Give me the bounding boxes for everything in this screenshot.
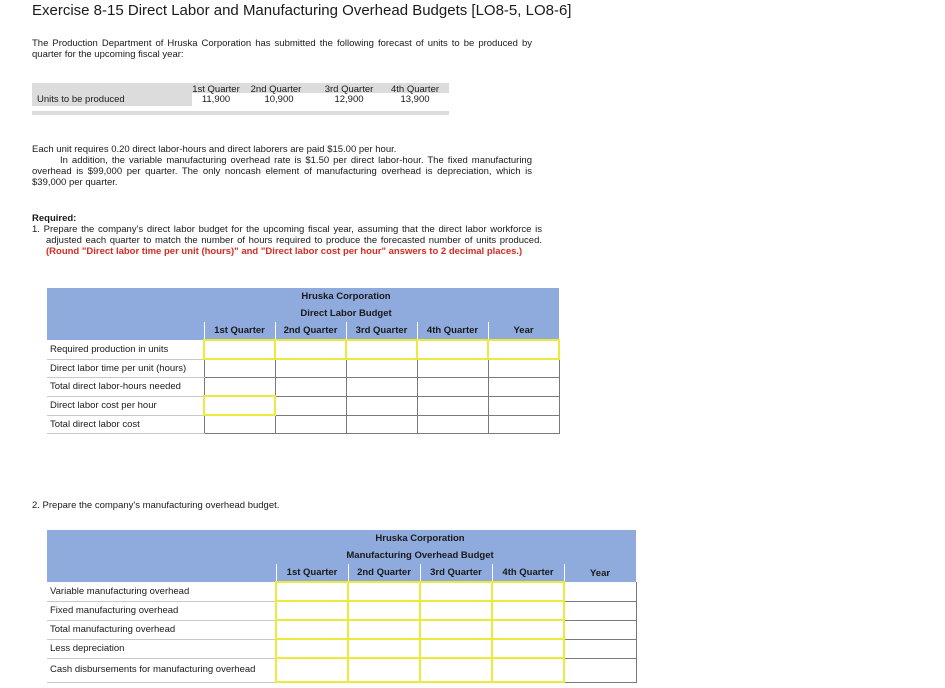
input-cell[interactable] [564,620,636,639]
forecast-quarter-header: 4th Quarter [390,84,440,95]
input-cell[interactable] [492,658,564,682]
row-label: Less depreciation [47,639,276,658]
input-cell[interactable] [492,582,564,601]
table-row [47,582,636,601]
col-header-q1: 1st Quarter [204,322,275,340]
forecast-value: 13,900 [400,94,430,105]
input-cell[interactable] [348,639,420,658]
table-row [47,620,636,639]
row-label: Total direct labor-hours needed [47,378,204,397]
col-header-year: Year [564,564,636,582]
input-cell[interactable] [492,639,564,658]
required-heading: Required: [32,213,77,224]
input-cell[interactable] [276,658,348,682]
input-cell[interactable] [204,359,275,378]
input-cell[interactable] [417,415,488,434]
input-cell[interactable] [275,359,346,378]
input-cell[interactable] [420,601,492,620]
input-cell[interactable] [420,582,492,601]
col-header-q3: 3rd Quarter [420,564,492,582]
row-label: Total direct labor cost [47,415,204,434]
table-row [47,415,559,434]
input-cell[interactable] [204,415,275,434]
input-cell[interactable] [417,340,488,359]
table-row [47,396,559,415]
overhead-budget-name: Manufacturing Overhead Budget [276,547,564,564]
table-row [47,340,559,359]
col-header-year: Year [488,322,559,340]
forecast-quarter-header: 3rd Quarter [324,84,374,95]
input-cell[interactable] [346,378,417,397]
table-row [47,378,559,397]
input-cell[interactable] [492,601,564,620]
forecast-value: 11,900 [201,94,231,105]
input-cell[interactable] [420,639,492,658]
input-cell[interactable] [348,582,420,601]
required-item-1 [32,224,542,257]
forecast-row-label: Units to be produced [37,94,125,105]
row-label: Fixed manufacturing overhead [47,601,276,620]
info-line-1: Each unit requires 0.20 direct labor-hours and direct laborers are paid $15.00 per hour. [32,144,397,155]
rounding-note: (Round "Direct labor time per unit (hours)" and "Direct labor cost per hour" answers to 2 decimal places.) [46,246,523,257]
input-cell[interactable] [276,620,348,639]
input-cell[interactable] [346,415,417,434]
input-cell[interactable] [420,658,492,682]
input-cell[interactable] [276,639,348,658]
labor-budget-company: Hruska Corporation [204,288,488,305]
input-cell[interactable] [564,658,636,682]
input-cell[interactable] [417,378,488,397]
input-cell[interactable] [417,396,488,415]
forecast-value: 10,900 [264,94,294,105]
input-cell[interactable] [348,620,420,639]
required-item-1-text: 1. Prepare the company's direct labor budget for the upcoming fiscal year, assuming that the direct labor workforce is adjusted each quarter to match the number of hours required to produce the forecasted number of units produced. [32,224,542,246]
input-cell[interactable] [275,340,346,359]
input-cell[interactable] [348,658,420,682]
labor-budget-name: Direct Labor Budget [204,305,488,322]
required-item-2: 2. Prepare the company's manufacturing overhead budget. [32,500,280,511]
input-cell[interactable] [488,340,559,359]
input-cell[interactable] [564,582,636,601]
input-cell[interactable] [204,340,275,359]
input-cell[interactable] [564,639,636,658]
input-cell[interactable] [204,378,275,397]
input-cell[interactable] [488,378,559,397]
col-header-q1: 1st Quarter [276,564,348,582]
input-cell[interactable] [275,396,346,415]
intro-text: The Production Department of Hruska Corporation has submitted the following forecast of units to be produced by quarter for the upcoming fiscal year: [32,38,532,60]
col-header-q2: 2nd Quarter [275,322,346,340]
forecast-value: 12,900 [334,94,364,105]
table-row [47,601,636,620]
row-label: Direct labor cost per hour [47,396,204,415]
input-cell[interactable] [488,415,559,434]
input-cell[interactable] [417,359,488,378]
overhead-budget-company: Hruska Corporation [276,530,564,547]
input-cell[interactable] [276,582,348,601]
col-header-q2: 2nd Quarter [348,564,420,582]
input-cell[interactable] [204,396,275,415]
input-cell[interactable] [564,601,636,620]
input-cell[interactable] [488,396,559,415]
page-title: Exercise 8-15 Direct Labor and Manufacturing Overhead Budgets [LO8-5, LO8-6] [32,2,572,19]
info-line-2: In addition, the variable manufacturing overhead rate is $1.50 per direct labor-hour. The fixed manufacturing overhead is $99,000 per quarter. The only noncash element of manufacturing overhead is depreciation, which is $39,000 per quarter. [32,155,532,188]
col-header-q3: 3rd Quarter [346,322,417,340]
input-cell[interactable] [420,620,492,639]
input-cell[interactable] [348,601,420,620]
input-cell[interactable] [275,415,346,434]
input-cell[interactable] [488,359,559,378]
forecast-quarter-header: 2nd Quarter [250,84,302,95]
overhead-budget-table [47,530,637,683]
col-header-q4: 4th Quarter [492,564,564,582]
input-cell[interactable] [346,359,417,378]
input-cell[interactable] [492,620,564,639]
input-cell[interactable] [346,340,417,359]
row-label: Variable manufacturing overhead [47,582,276,601]
forecast-quarter-header: 1st Quarter [192,84,240,95]
row-label: Cash disbursements for manufacturing overhead [47,658,276,682]
row-label: Direct labor time per unit (hours) [47,359,204,378]
row-label: Required production in units [47,340,204,359]
input-cell[interactable] [276,601,348,620]
col-header-q4: 4th Quarter [417,322,488,340]
forecast-bottom-shade [32,111,449,115]
table-row [47,639,636,658]
table-row [47,359,559,378]
direct-labor-budget-table [47,288,560,434]
row-label: Total manufacturing overhead [47,620,276,639]
table-row [47,658,636,682]
input-cell[interactable] [346,396,417,415]
input-cell[interactable] [275,378,346,397]
